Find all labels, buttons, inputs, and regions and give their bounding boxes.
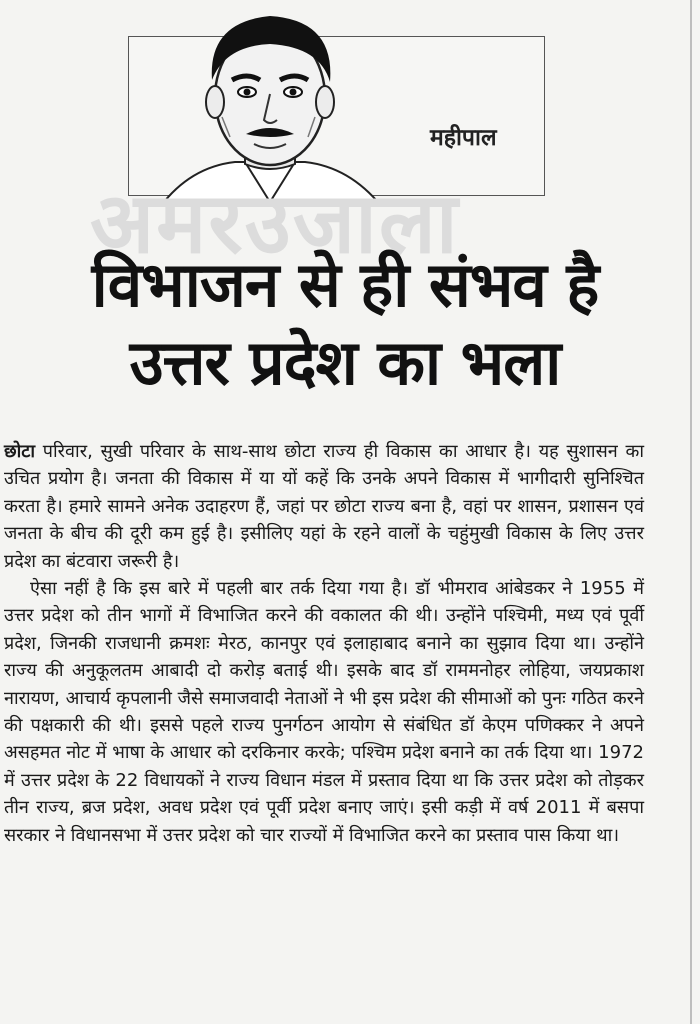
article-paragraph-1 bbox=[4, 438, 644, 575]
article-paragraph-2: ऐसा नहीं है कि इस बारे में पहली बार तर्क दिया गया है। डॉ भीमराव आंबेडकर ने 1955 में उत्तर प्रदेश को तीन भागों में विभाजित करने की वकालत की थी। उन्होंने पश्चिमी, मध्य एवं पूर्वी प्रदेश, जिनकी राजधानी क्रमशः मेरठ, कानपुर एवं इलाहाबाद बनाने का सुझाव दिया था। उन्होंने राज्य की अनुकूलतम आबादी दो करोड़ बताई थी। इसके बाद डॉ राममनोहर लोहिया, जयप्रकाश नारायण, आचार्य कृपलानी जैसे समाजवादी नेताओं ने भी इस प्रदेश की सीमाओं को पुनः गठित करने की पक्षकारी की थी। इससे पहले राज्य पुनर्गठन आयोग से संबंधित डॉ केएम पणिक्कर ने अपने असहमत नोट में भाषा के आधार को दरकिनार करके; पश्चिम प्रदेश बनाने का तर्क दिया था। 1972 में उत्तर प्रदेश के 22 विधायकों ने राज्य विधान मंडल में प्रस्ताव दिया था कि उत्तर प्रदेश को तोड़कर तीन राज्य, ब्रज प्रदेश, अवध प्रदेश एवं पूर्वी प्रदेश बनाए जाएं। इसी कड़ी में वर्ष 2011 में बसपा सरकार ने विधानसभा में उत्तर प्रदेश को चार राज्यों में विभाजित करने का प्रस्ताव पास किया था। bbox=[4, 578, 644, 846]
article-body bbox=[4, 438, 644, 849]
lead-word: छोटा bbox=[4, 441, 36, 462]
headline bbox=[0, 248, 690, 404]
paragraph-1-text: परिवार, सुखी परिवार के साथ-साथ छोटा राज्य ही विकास का आधार है। यह सुशासन का उचित प्रयोग है। जनता की विकास में या यों कहें कि उनके अपने विकास में भागीदारी सुनिश्चित करता है। हमारे सामने अनेक उदाहरण हैं, जहां पर छोटा राज्य बना है, वहां पर शासन, प्रशासन एवं जनता के बीच की दूरी कम हुई है। इसीलिए यहां के रहने वालों के चहुंमुखी विकास के लिए उत्तर प्रदेश का बंटवारा जरूरी है। bbox=[4, 441, 644, 572]
newspaper-watermark: अमरउजाला bbox=[90, 174, 460, 272]
author-name: महीपाल bbox=[430, 125, 497, 151]
column-rule bbox=[690, 0, 692, 1024]
headline-line-2: उत्तर प्रदेश का भला bbox=[129, 326, 561, 399]
headline-line-1: विभाजन से ही संभव है bbox=[91, 248, 599, 321]
